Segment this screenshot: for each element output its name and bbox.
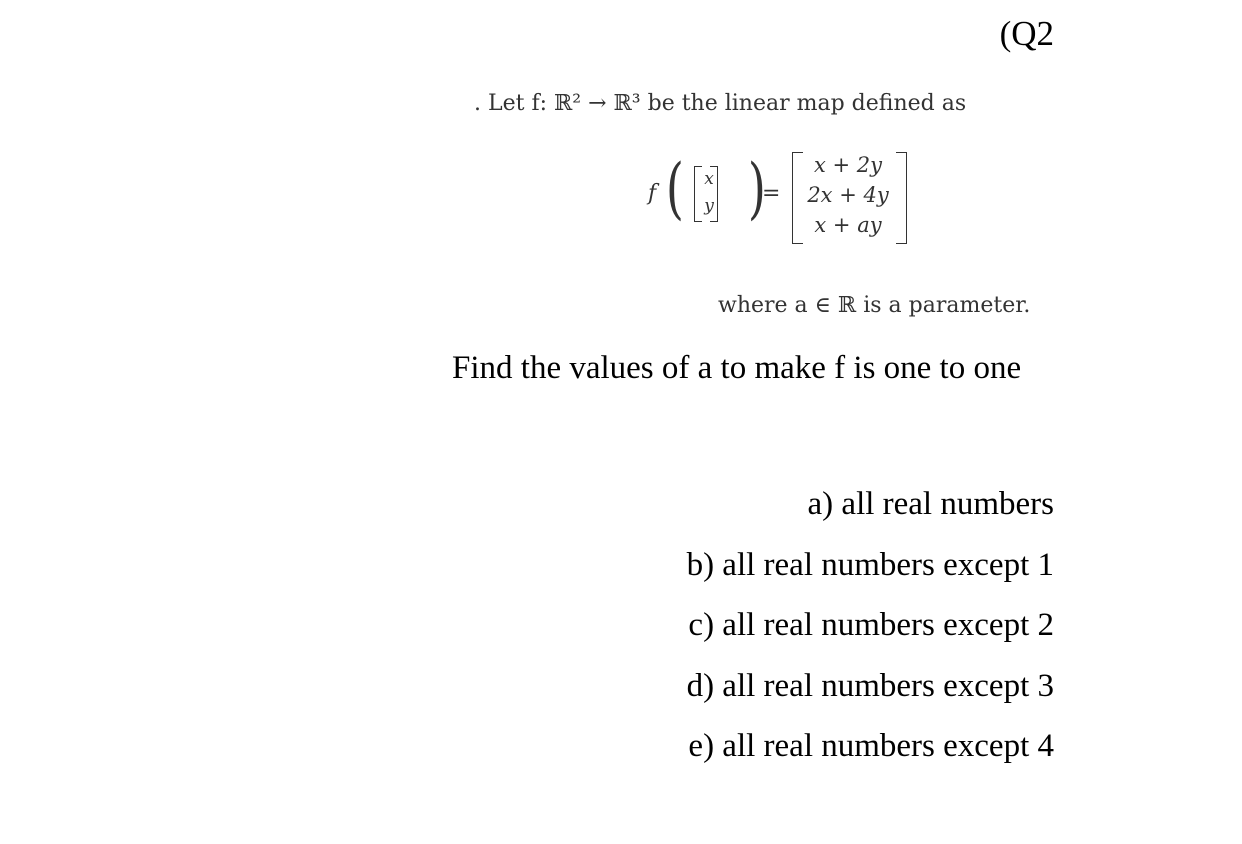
output-vector-entry: x + ay: [814, 213, 882, 237]
equals-sign: =: [762, 181, 781, 206]
question-number: (Q2: [999, 14, 1054, 53]
output-vector-entry: 2x + 4y: [807, 183, 889, 207]
map-definition-equation: [644, 148, 914, 246]
question-text: Find the values of a to make f is one to one: [452, 350, 1022, 386]
input-vector-entry: x: [704, 169, 714, 189]
option-e: e) all real numbers except 4: [688, 728, 1054, 764]
right-parenthesis: ): [747, 150, 766, 227]
option-d: d) all real numbers except 3: [686, 667, 1054, 704]
answer-options: [687, 474, 1054, 777]
parameter-note: where a ∈ ℝ is a parameter.: [718, 293, 1031, 318]
output-vector-entry: x + 2y: [813, 153, 882, 177]
function-symbol: f: [648, 181, 657, 206]
input-vector-right-bracket: [710, 166, 718, 222]
problem-statement: . Let f: ℝ² → ℝ³ be the linear map defined as: [474, 91, 967, 116]
input-vector-left-bracket: [694, 166, 702, 222]
option-c: c) all real numbers except 2: [688, 607, 1054, 643]
output-vector: [796, 150, 900, 240]
input-vector-entry: y: [704, 196, 714, 216]
option-a: a) all real numbers: [807, 486, 1054, 522]
output-vector-right-bracket: [896, 152, 907, 244]
option-b: b) all real numbers except 1: [686, 546, 1054, 583]
left-parenthesis: (: [665, 150, 684, 227]
